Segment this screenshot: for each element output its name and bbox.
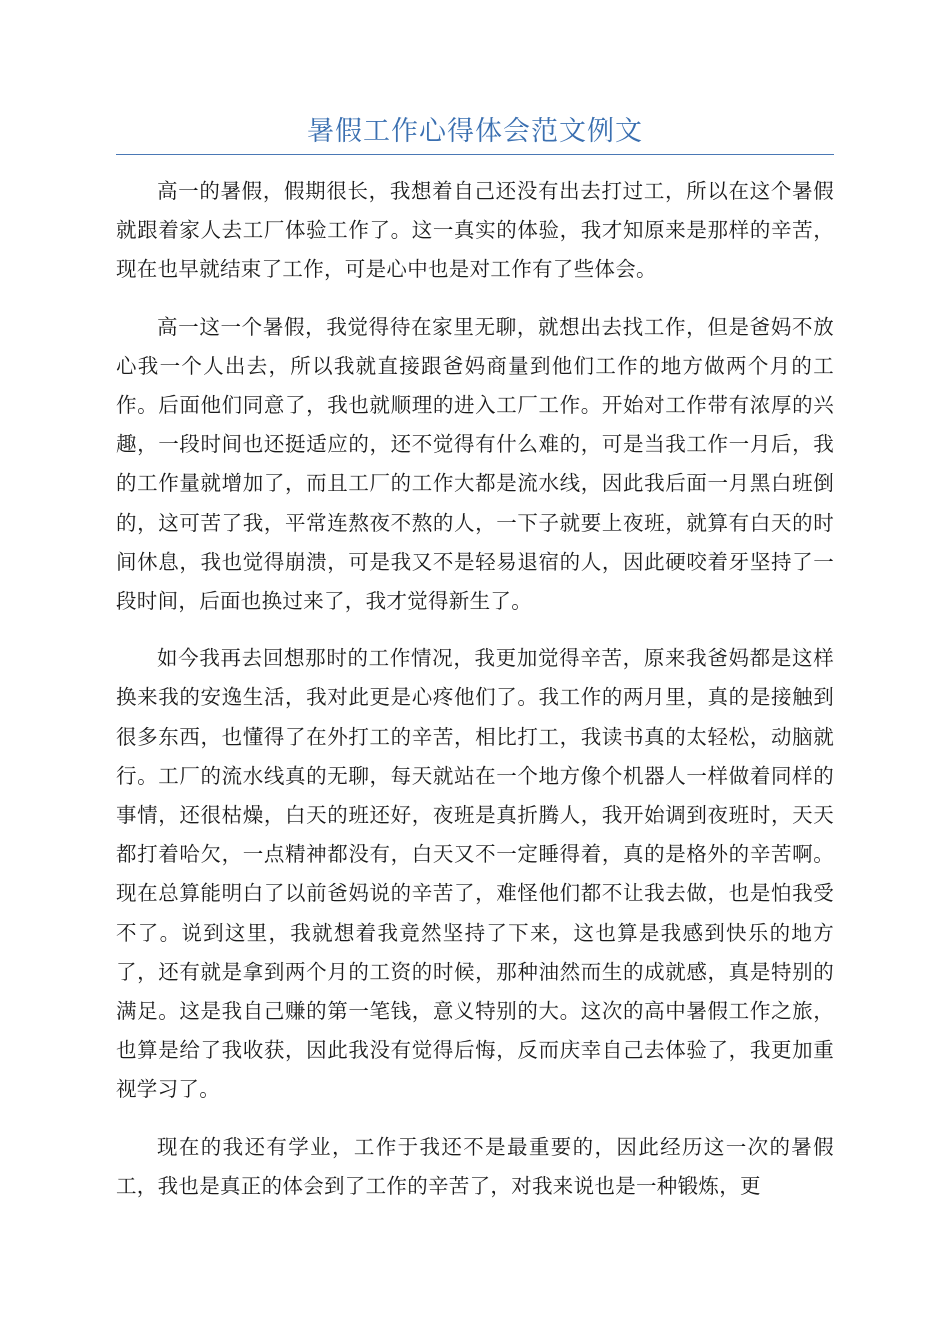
paragraph-2: 高一这一个暑假，我觉得待在家里无聊，就想出去找工作，但是爸妈不放心我一个人出去，所以我就直接跟爸妈商量到他们工作的地方做两个月的工作。后面他们同意了，我也就顺理的进入工厂工作。开始对工作带有浓厚的兴趣，一段时间也还挺适应的，还不觉得有什么难的，可是当我工作一月后，我的工作量就增加了，而且工厂的工作大都是流水线，因此我后面一月黑白班倒的，这可苦了我，平常连熬夜不熬的人，一下子就要上夜班，就算有白天的时间休息，我也觉得崩溃，可是我又不是轻易退宿的人，因此硬咬着牙坚持了一段时间，后面也换过来了，我才觉得新生了。 — [116, 314, 834, 614]
paragraph-3: 如今我再去回想那时的工作情况，我更加觉得辛苦，原来我爸妈都是这样换来我的安逸生活，我对此更是心疼他们了。我工作的两月里，真的是接触到很多东西，也懂得了在外打工的辛苦，相比打工，我读书真的太轻松，动脑就行。工厂的流水线真的无聊，每天就站在一个地方像个机器人一样做着同样的事情，还很枯燥，白天的班还好，夜班是真折腾人，我开始调到夜班时，天天都打着哈欠，一点精神都没有，白天又不一定睡得着，真的是格外的辛苦啊。现在总算能明白了以前爸妈说的辛苦了，难怪他们都不让我去做，也是怕我受不了。说到这里，我就想着我竟然坚持了下来，这也算是我感到快乐的地方了，还有就是拿到两个月的工资的时候，那种油然而生的成就感，真是特别的满足。这是我自己赚的第一笔钱，意义特别的大。这次的高中暑假工作之旅，也算是给了我收获，因此我没有觉得后悔，反而庆幸自己去体验了，我更加重视学习了。 — [116, 646, 834, 1102]
paragraph-4: 现在的我还有学业，工作于我还不是最重要的，因此经历这一次的暑假工，我也是真正的体会到了工作的辛苦了，对我来说也是一种锻炼，更 — [116, 1134, 834, 1198]
document-body — [116, 172, 834, 1224]
paragraph-1: 高一的暑假，假期很长，我想着自己还没有出去打过工，所以在这个暑假就跟着家人去工厂体验工作了。这一真实的体验，我才知原来是那样的辛苦，现在也早就结束了工作，可是心中也是对工作有了些体会。 — [116, 179, 834, 282]
document-title: 暑假工作心得体会范文例文 — [307, 116, 643, 147]
title-underline — [116, 154, 834, 155]
